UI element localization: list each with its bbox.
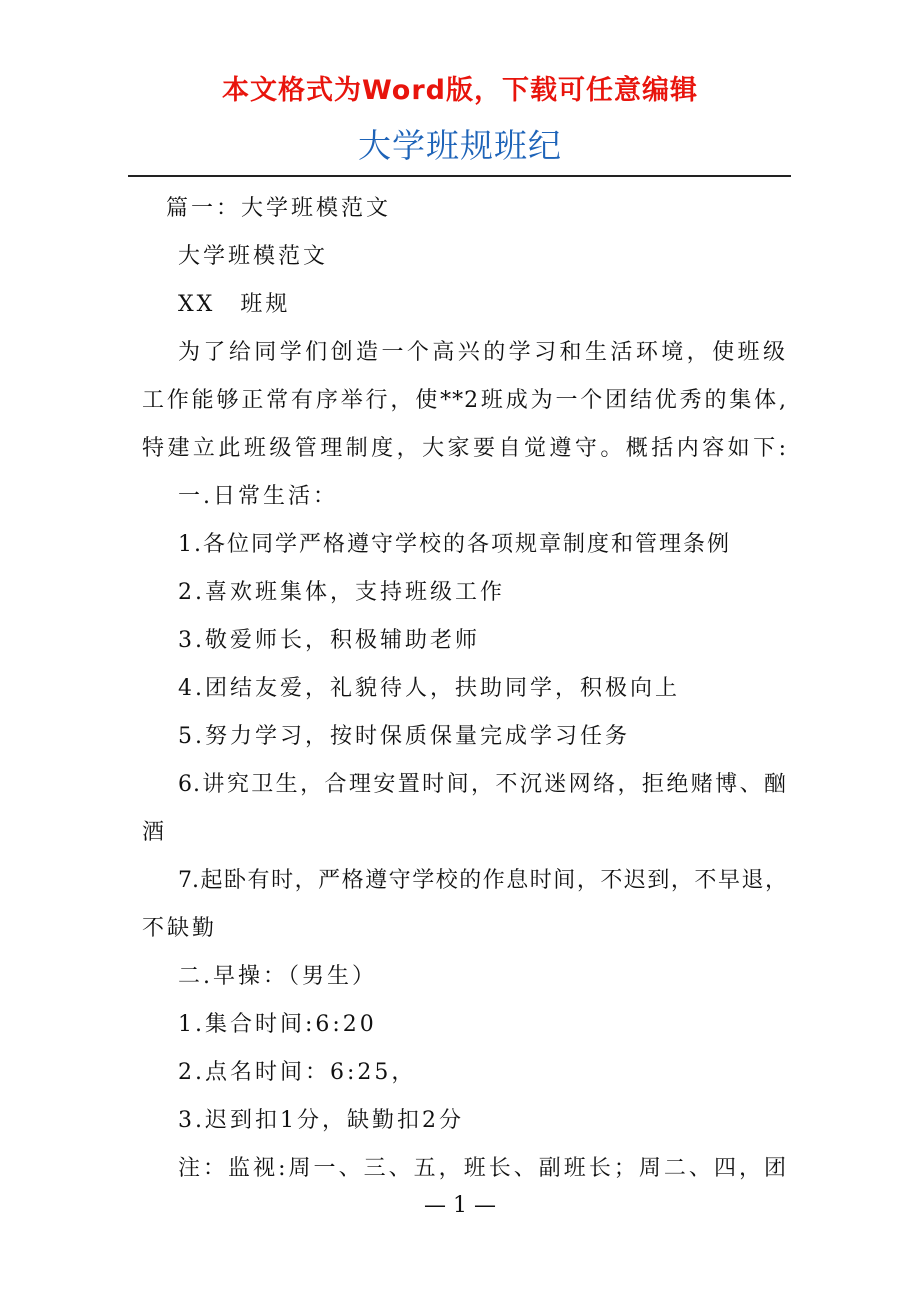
list-item: 2.喜欢班集体，支持班级工作 — [178, 580, 505, 605]
section-heading: 一.日常生活： — [178, 484, 338, 509]
class-rules-label: XX 班规 — [178, 292, 291, 317]
paragraph-line: 特建立此班级管理制度，大家要自觉遵守。概括内容如下: — [142, 436, 787, 461]
list-item: 4.团结友爱，礼貌待人，扶助同学，积极向上 — [178, 676, 680, 701]
paragraph-line: 工作能够正常有序举行，使**2班成为一个团结优秀的集体, — [142, 388, 787, 413]
list-item: 1.集合时间:6:20 — [178, 1012, 377, 1037]
note-line: 注：监视:周一、三、五，班长、副班长；周二、四，团 — [178, 1156, 787, 1181]
list-item-continuation: 酒 — [142, 820, 168, 845]
page-number: — 1 — — [424, 1193, 496, 1218]
list-item: 7.起卧有时，严格遵守学校的作息时间，不迟到，不早退， — [178, 868, 787, 893]
section-heading: 二.早操：（男生） — [178, 964, 377, 989]
section-heading: 篇一：大学班模范文 — [166, 196, 392, 221]
paragraph-line: 为了给同学们创造一个高兴的学习和生活环境，使班级 — [178, 340, 787, 365]
list-item: 3.敬爱师长，积极辅助老师 — [178, 628, 480, 653]
format-notice-banner: 本文格式为Word版，下载可任意编辑 — [221, 75, 698, 106]
document-title: 大学班规班纪 — [358, 126, 562, 165]
list-item: 2.点名时间：6:25， — [178, 1060, 417, 1085]
title-divider — [128, 175, 791, 177]
subtitle-line: 大学班模范文 — [178, 244, 329, 269]
list-item: 1.各位同学严格遵守学校的各项规章制度和管理条例 — [178, 532, 731, 557]
list-item-continuation: 不缺勤 — [142, 916, 218, 941]
list-item: 5.努力学习，按时保质保量完成学习任务 — [178, 724, 630, 749]
document-body — [142, 185, 787, 1193]
list-item: 6.讲究卫生，合理安置时间，不沉迷网络，拒绝赌博、酗 — [178, 772, 787, 797]
list-item: 3.迟到扣1分，缺勤扣2分 — [178, 1108, 464, 1133]
